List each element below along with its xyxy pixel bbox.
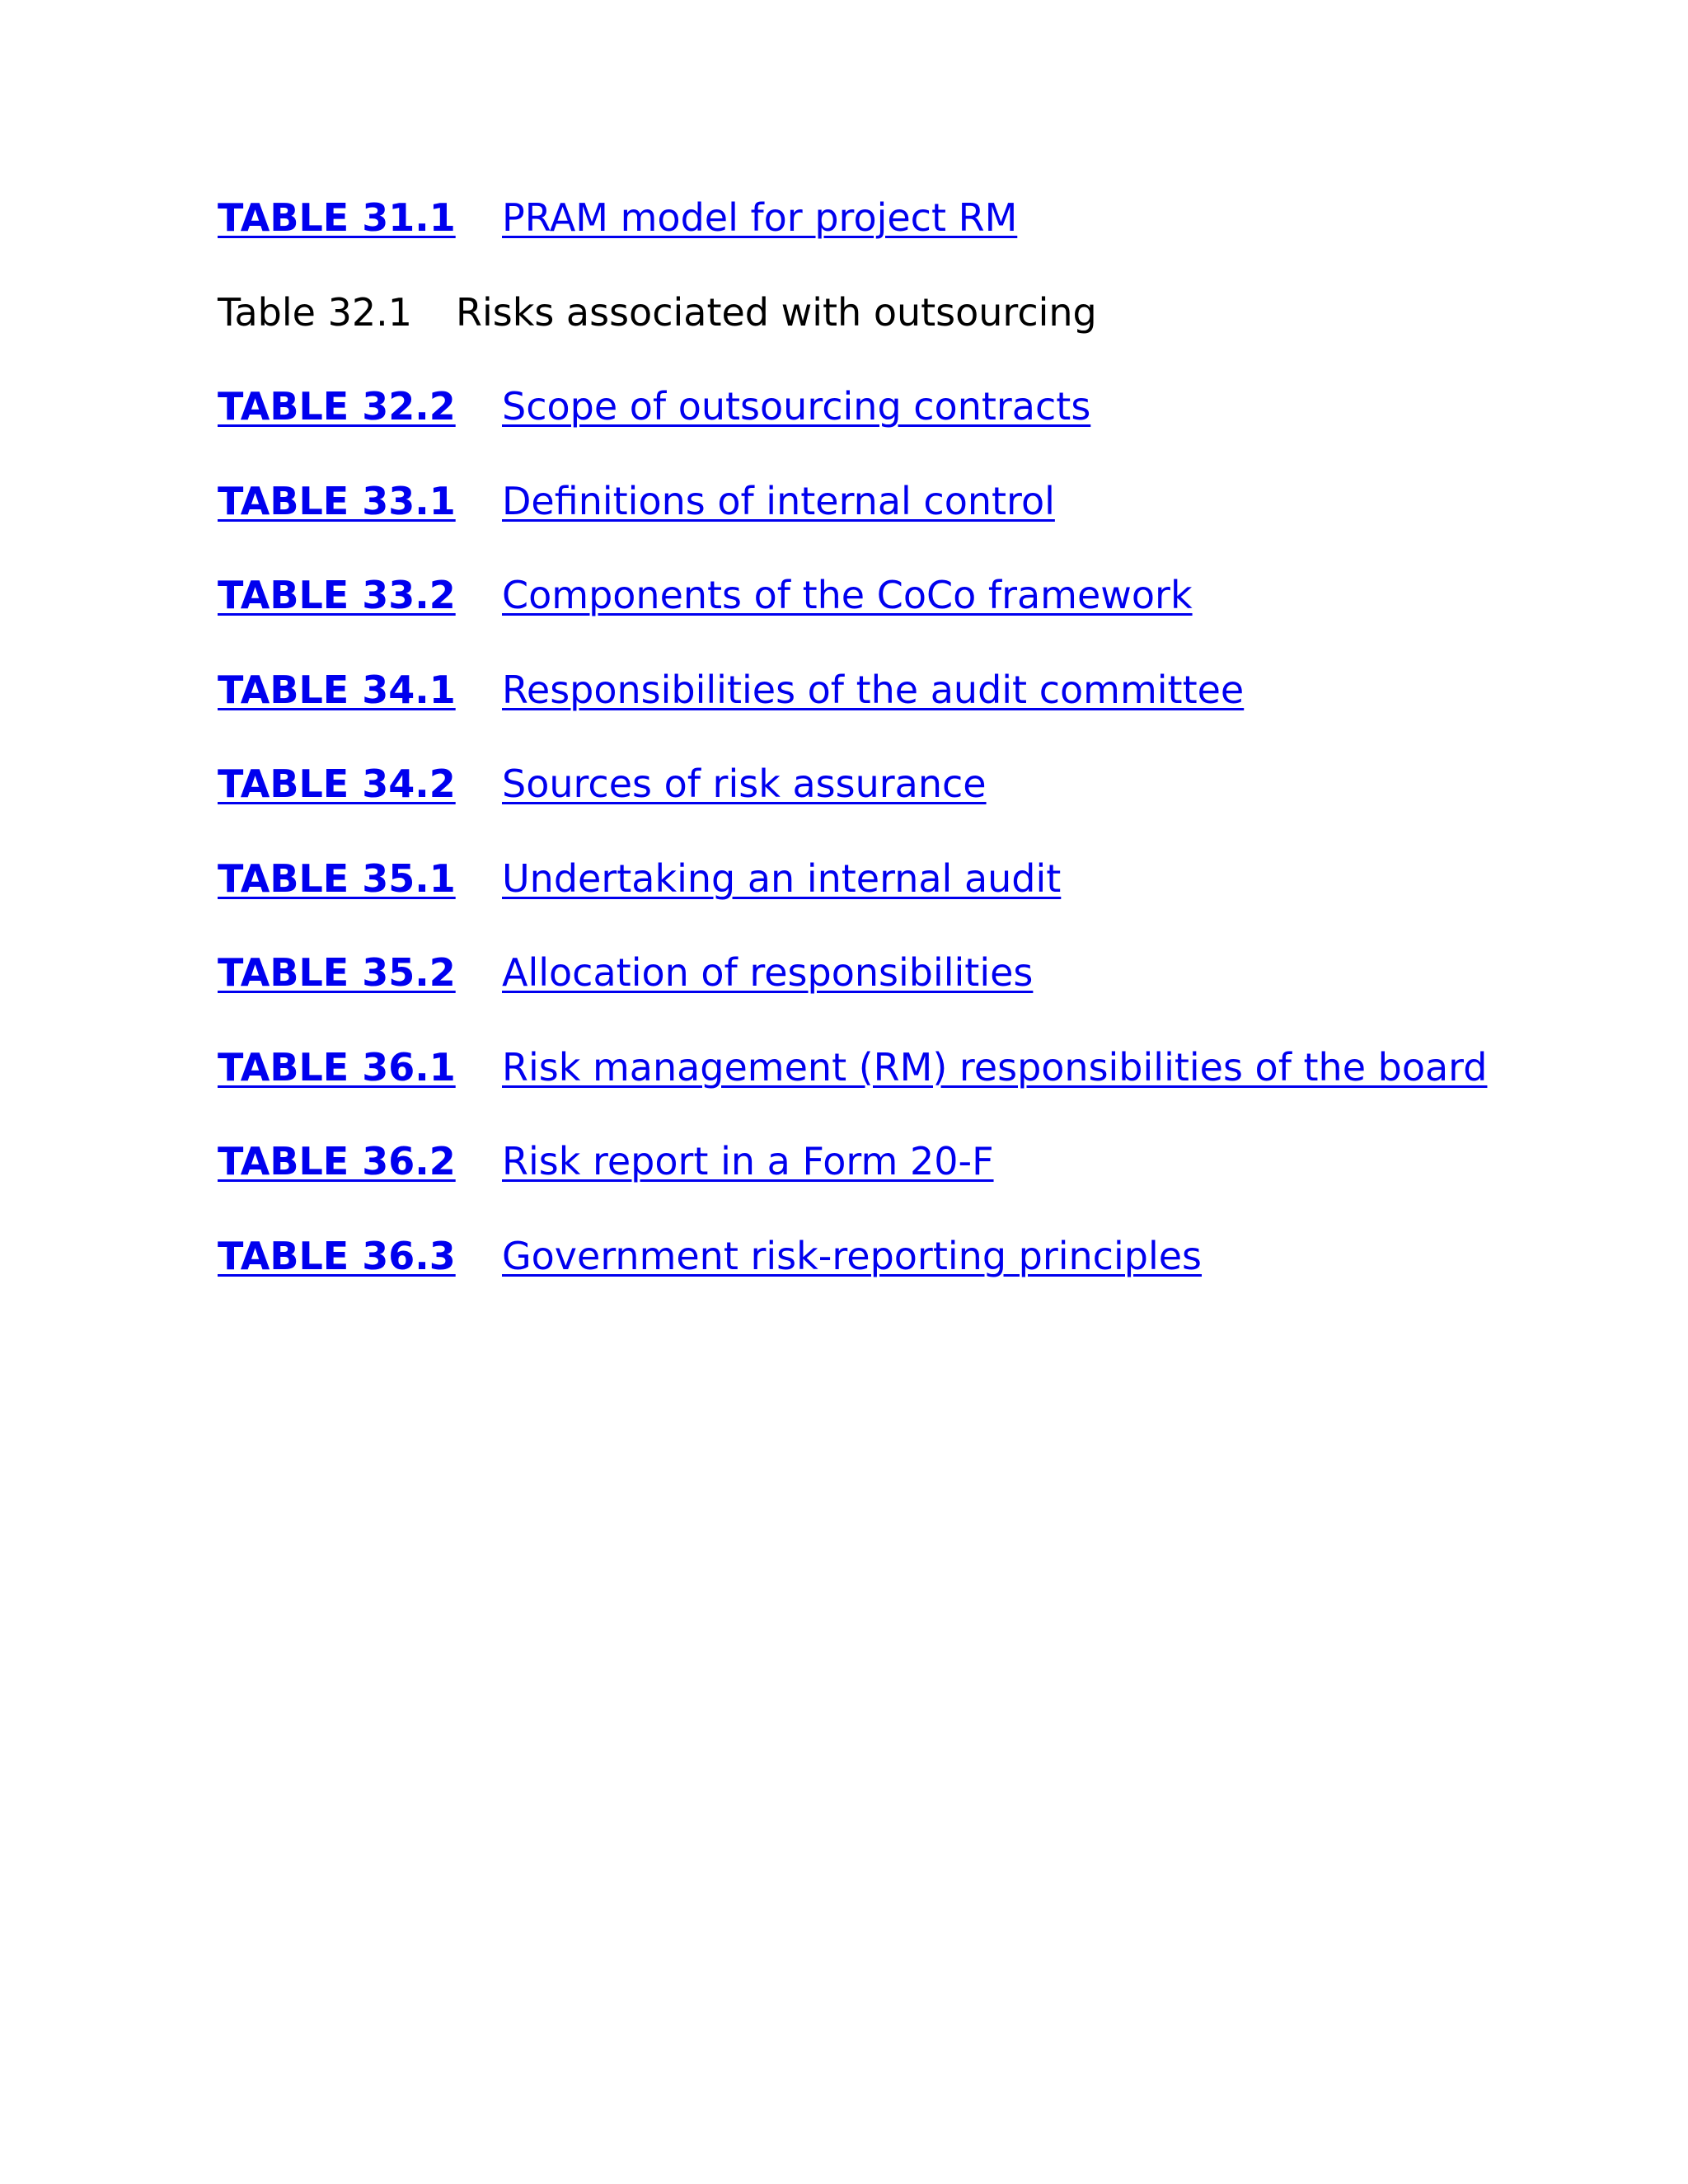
table-number: TABLE 36.3 (218, 1233, 456, 1278)
table-title: PRAM model for project RM (502, 195, 1018, 240)
toc-link-table-35-2[interactable] (218, 950, 1619, 1045)
table-title: Sources of risk assurance (502, 762, 987, 806)
table-title: Government risk-reporting principles (502, 1233, 1203, 1278)
toc-link-table-33-2[interactable] (218, 573, 1619, 668)
table-title: Risk management (RM) responsibilities of the board (502, 1044, 1488, 1090)
table-number: Table 32.1 (218, 289, 412, 335)
table-title: Definitions of internal control (502, 478, 1055, 523)
table-number: TABLE 35.1 (218, 855, 456, 901)
toc-link-table-36-2[interactable] (218, 1139, 1619, 1234)
table-title: Allocation of responsibilities (502, 950, 1034, 995)
toc-link-table-32-2[interactable] (218, 384, 1619, 479)
table-number: TABLE 36.2 (218, 1139, 456, 1183)
table-number: TABLE 33.1 (218, 478, 456, 523)
table-title: Responsibilities of the audit committee (502, 667, 1245, 712)
table-number: TABLE 34.2 (218, 762, 456, 806)
table-title: Components of the CoCo framework (502, 573, 1193, 617)
table-number: TABLE 33.2 (218, 573, 456, 617)
table-title: Undertaking an internal audit (502, 855, 1062, 901)
toc-link-table-34-2[interactable] (218, 762, 1619, 856)
table-number: TABLE 31.1 (218, 195, 456, 240)
table-number: TABLE 32.2 (218, 384, 456, 429)
toc-link-table-33-1[interactable] (218, 479, 1619, 574)
table-number: TABLE 34.1 (218, 667, 456, 712)
list-of-tables (218, 195, 1619, 1328)
table-title: Scope of outsourcing contracts (502, 384, 1091, 429)
toc-link-table-36-1[interactable] (218, 1045, 1619, 1140)
toc-link-table-35-1[interactable] (218, 856, 1619, 951)
table-title: Risks associated with outsourcing (456, 289, 1097, 335)
toc-link-table-34-1[interactable] (218, 668, 1619, 762)
toc-link-table-36-3[interactable] (218, 1234, 1619, 1329)
table-number: TABLE 36.1 (218, 1044, 456, 1090)
table-number: TABLE 35.2 (218, 950, 456, 995)
toc-entry-table-32-1 (218, 290, 1619, 385)
toc-link-table-31-1[interactable] (218, 195, 1619, 290)
table-title: Risk report in a Form 20-F (502, 1139, 994, 1183)
